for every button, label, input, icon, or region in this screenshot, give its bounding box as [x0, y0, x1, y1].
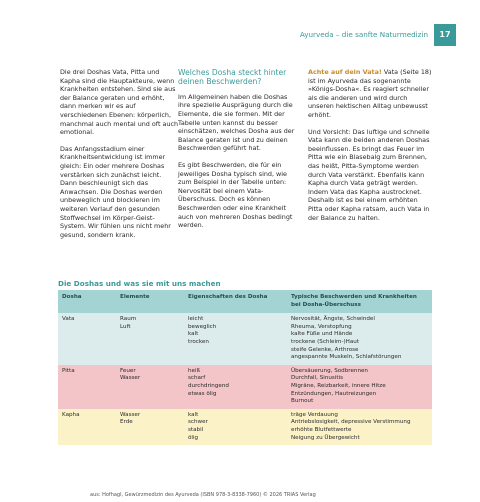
dosha-table — [58, 290, 432, 445]
dosha-cell: Kapha — [58, 409, 116, 445]
elements-cell — [116, 409, 184, 445]
cell-line: kalt — [188, 331, 199, 338]
cell-line: Übersäuerung, Sodbrennen — [291, 367, 368, 374]
cell-line: Nervosität, Ängste, Schwindel — [291, 316, 375, 323]
complaints-cell — [287, 313, 432, 365]
complaints-cell — [287, 409, 432, 445]
paragraph: Im Allgemeinen haben die Doshas ihre spezielle Ausprägung durch die Elemente, die sie formen. Mit der Tabelle unten kannst du besser einschätzen, welches Dosha aus der Balance geraten ist und zu deinen Beschwerden geführt hat. — [178, 92, 295, 153]
table-title: Die Doshas und was sie mit uns machen — [58, 279, 221, 288]
table-header-row — [58, 290, 432, 313]
lead-label: Achte auf dein Vata! — [308, 68, 382, 76]
column-header: Typische Beschwerden und Krankheiten bei Dosha-Überschuss — [287, 290, 432, 313]
cell-line: Antriebslosigkeit, depressive Verstimmung — [291, 419, 411, 426]
cell-line: Wasser — [120, 411, 141, 418]
cell-line: Migräne, Reizbarkeit, innere Hitze — [291, 382, 386, 389]
properties-cell — [184, 365, 287, 409]
cell-line: träge Verdauung — [291, 411, 338, 418]
cell-line: Raum — [120, 316, 137, 323]
table-row — [58, 409, 432, 445]
dosha-cell: Pitta — [58, 365, 116, 409]
text-column-1 — [60, 68, 178, 247]
paragraph: Es gibt Beschwerden, die für ein jeweiliges Dosha typisch sind, wie zum Beispiel in der Tabelle unten: Nervosität bei einem Vata-Überschuss. Doch es können Beschwerden oder eine Krankheit auch von mehreren Doshas bedingt werden. — [178, 160, 293, 230]
cell-line: Entzündungen, Hautreizungen — [291, 390, 377, 397]
paragraph — [308, 68, 433, 120]
elements-cell — [116, 313, 184, 365]
text-column-2 — [178, 68, 296, 238]
table-row — [58, 365, 432, 409]
cell-line: scharf — [188, 375, 206, 382]
elements-cell — [116, 365, 184, 409]
cell-line: kalte Füße und Hände — [291, 331, 353, 338]
column-heading: Welches Dosha steckt hinter deinen Beschwerden? — [178, 68, 287, 87]
cell-line: steife Gelenke, Arthrose — [291, 346, 359, 353]
cell-line: Durchfall, Sinusitis — [291, 375, 344, 382]
paragraph: Das Anfangsstadium einer Krankheitsentwicklung ist immer gleich: Ein oder mehrere Doshas verstärken sich zunächst leicht. Dann beschleunigt sich das Anwachsen. Die Doshas werden unbeweglich und blockieren im weiteren Verlauf den gesunden Stoffwechsel im Körper-Geist-System. Wir fühlen uns nicht mehr gesund, sondern krank. — [60, 144, 171, 239]
properties-cell — [184, 409, 287, 445]
cell-line: durchdringend — [188, 382, 229, 389]
copyright-footer: aus: Hofhagl, Gewürzmedizin des Ayurveda (ISBN 978-3-8338-7960) © 2026 TRIAS Verlag — [90, 492, 316, 498]
cell-line: trockene (Schleim-)Haut — [291, 338, 360, 345]
cell-line: erhöhte Blutfettwerte — [291, 426, 352, 433]
complaints-cell — [287, 365, 432, 409]
cell-line: Rheuma, Verstopfung — [291, 323, 352, 330]
cell-line: schwer — [188, 419, 208, 426]
cell-line: Feuer — [120, 367, 136, 374]
cell-line: Neigung zu Übergewicht — [291, 434, 360, 441]
cell-line: leicht — [188, 316, 204, 323]
page-number-badge: 17 — [434, 24, 456, 46]
column-header: Elemente — [116, 290, 184, 313]
cell-line: trocken — [188, 338, 209, 345]
paragraph: Und Vorsicht: Das luftige und schnelle Vata kann die beiden anderen Doshas beeinflussen. Es bringt das Feuer im Pitta wie ein Blasebalg zum Brennen, das heißt, Pitta-Symptome werden durch Vata verstärkt. Ebenfalls kann Kapha durch Vata geträgt werden. Indem Vata das Kapha austrocknet. Deshalb ist es bei einem erhöhten Pitta oder Kapha ratsam, auch Vata in der Balance zu halten. — [308, 127, 430, 222]
dosha-cell: Vata — [58, 313, 116, 365]
properties-cell — [184, 313, 287, 365]
cell-line: ölig — [188, 434, 199, 441]
cell-line: Wasser — [120, 375, 141, 382]
cell-line: angespannte Muskeln, Schlafstörungen — [291, 354, 402, 361]
paragraph: Die drei Doshas Vata, Pitta und Kapha sind die Hauptakteure, wenn Krankheiten entstehen. Sind sie aus der Balance geraten und erhöht, dann merken wir es auf verschiedenen Ebenen: körperlich, manchmal auch mental und oft auch emotional. — [60, 68, 179, 137]
cell-line: heiß — [188, 367, 201, 374]
page-header — [0, 24, 480, 50]
text-column-3 — [308, 68, 433, 230]
column-header: Dosha — [58, 290, 116, 313]
lead-text: Vata (Seite 18) ist im Ayurveda das sogenannte »Königs-Dosha«. Es reagiert schneller als die anderen und wird durch unseren hektischen Alltag unbewusst erhöht. — [308, 68, 432, 119]
running-title: Ayurveda – die sanfte Naturmedizin — [299, 30, 428, 39]
cell-line: stabil — [188, 426, 204, 433]
cell-line: kalt — [188, 411, 199, 418]
table-row — [58, 313, 432, 365]
cell-line: beweglich — [188, 323, 217, 330]
cell-line: Erde — [120, 419, 133, 426]
cell-line: etwas ölig — [188, 390, 217, 397]
column-header: Eigenschaften des Dosha — [184, 290, 287, 313]
cell-line: Luft — [120, 323, 131, 330]
cell-line: Burnout — [291, 398, 314, 405]
